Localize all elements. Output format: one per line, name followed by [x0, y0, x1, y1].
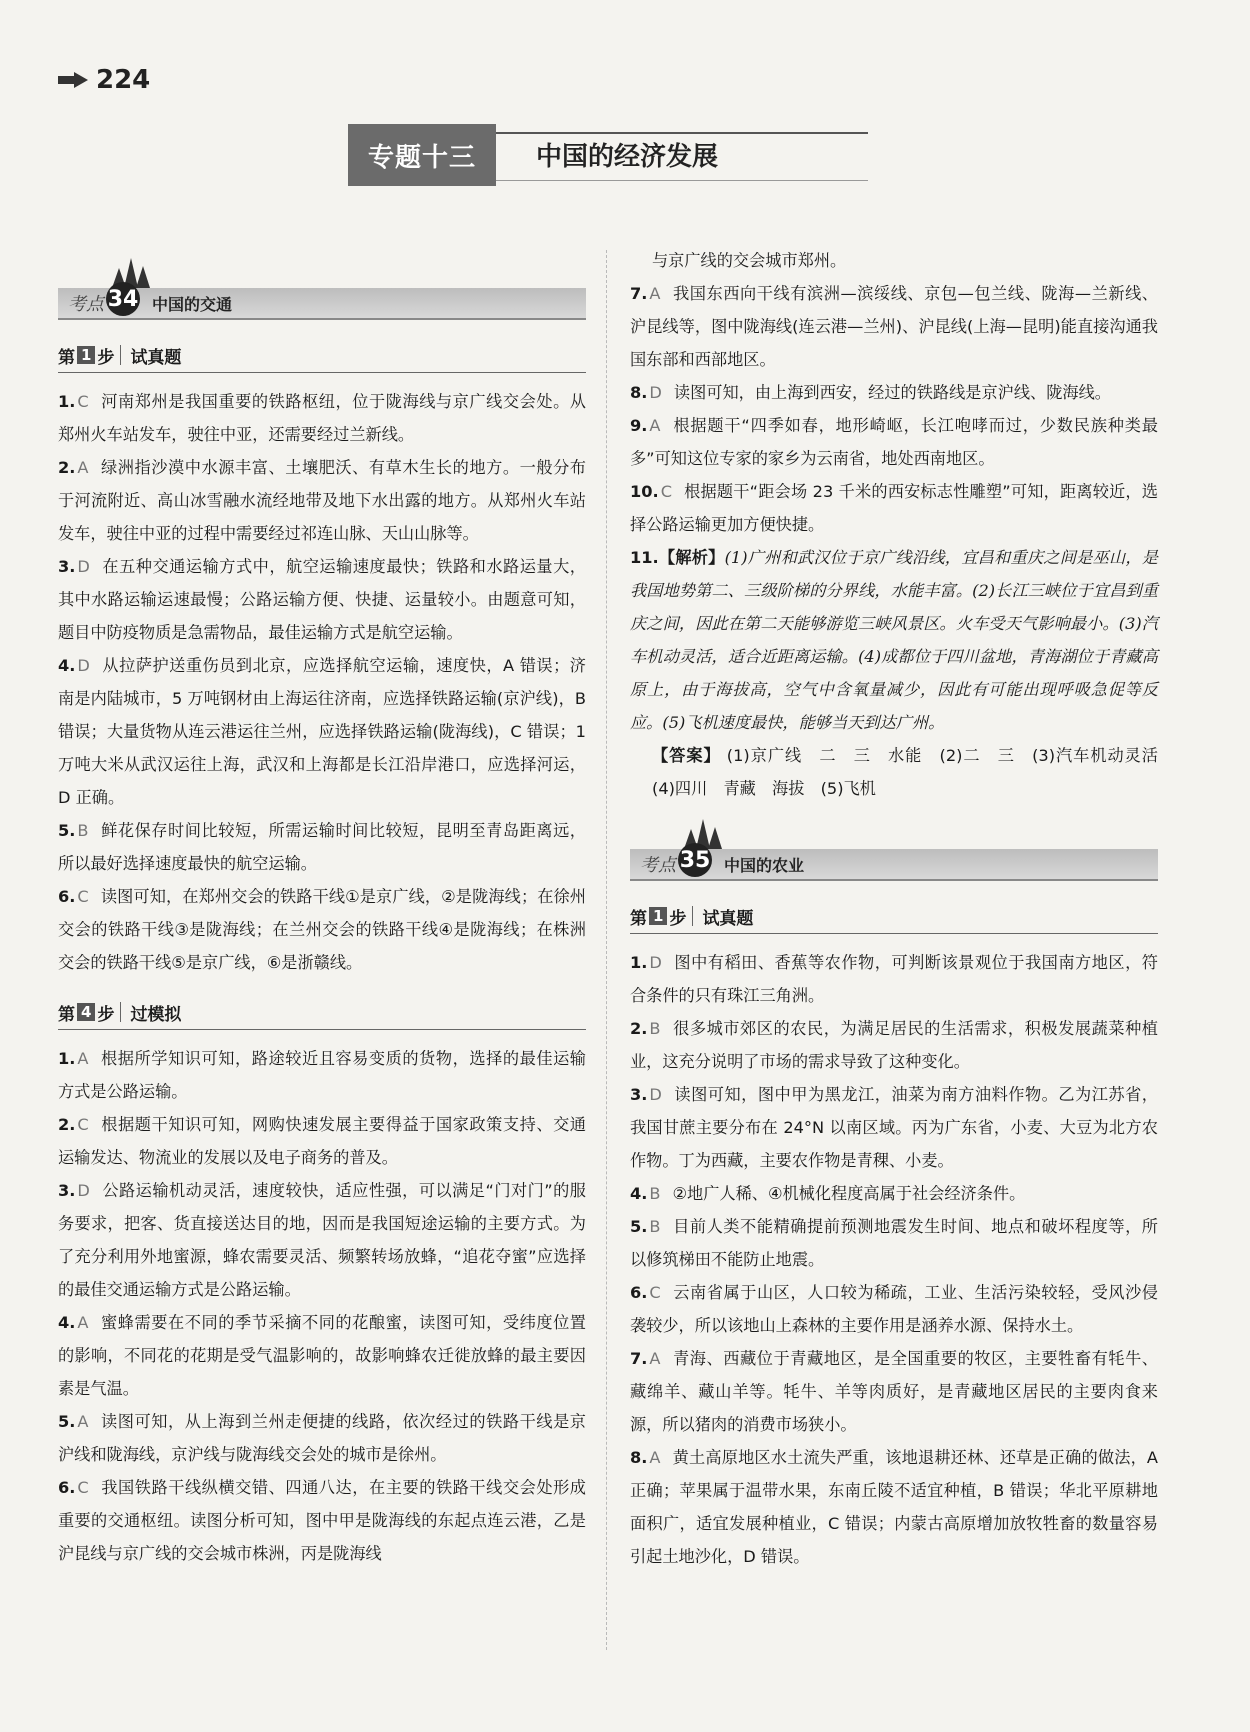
step-di: 第: [58, 347, 75, 368]
answer-item: [630, 1177, 1158, 1210]
continuation-text: 与京广线的交会城市郑州。: [652, 251, 847, 270]
answer-letter: D: [649, 1085, 662, 1104]
question-number: 3.: [630, 1085, 648, 1104]
explanation-text: 根据题干“距会场 23 千米的西安标志性雕塑”可知，距离较近，选择公路运输更加方便快捷。: [630, 482, 1158, 534]
explanation-text: 我国铁路干线纵横交错、四通八达，在主要的铁路干线交会处形成重要的交通枢纽。读图分析可知，图中甲是陇海线的东起点连云港，乙是沪昆线与京广线的交会城市株洲，丙是陇海线: [58, 1478, 586, 1563]
answer-item: [630, 1210, 1158, 1276]
explanation-text: 从拉萨护送重伤员到北京，应选择航空运输，速度快，A 错误；济南是内陆城市，5 万吨钢材由上海运往济南，应选择铁路运输(京沪线)，B 错误；大量货物从连云港运往兰州，应选择铁路运输(陇海线)，C 错误；1 万吨大米从武汉运往上海，武汉和上海都是长江沿岸港口，应选择河运，D 正确。: [58, 656, 586, 807]
explanation-text: 目前人类不能精确提前预测地震发生时间、地点和破坏程度等，所以修筑梯田不能防止地震。: [630, 1217, 1158, 1269]
answer-item: [58, 1174, 586, 1306]
question-number: 5.: [58, 1412, 76, 1431]
step-header-1: [58, 338, 586, 373]
page-number: [58, 60, 150, 100]
question-number: 10.: [630, 482, 659, 501]
explanation-text: 在五种交通运输方式中，航空运输速度最快；铁路和水路运量大，其中水路运输运速最慢；公路运输方便、快捷、运量较小。由题意可知，题目中防疫物质是急需物品，最佳运输方式是航空运输。: [58, 557, 586, 642]
answer-list: [630, 277, 1158, 541]
step-number: 1: [649, 907, 667, 925]
answer-item: [58, 649, 586, 814]
step-bu: 步: [97, 347, 115, 368]
answer-item: [630, 409, 1158, 475]
explanation-text: 黄土高原地区水土流失严重，该地退耕还林、还草是正确的做法，A 正确；苹果属于温带水果，东南丘陵不适宜种植，B 错误；华北平原耕地面积广，适宜发展种植业，C 错误；内蒙古高原增加放牧牲畜的数量容易引起土地沙化，D 错误。: [630, 1448, 1158, 1566]
question-number: 3.: [58, 557, 76, 576]
answer-letter: D: [77, 656, 90, 675]
question-number: 5.: [58, 821, 76, 840]
explanation-text: ②地广人稀、④机械化程度高属于社会经济条件。: [672, 1184, 1026, 1203]
answer-item: [58, 814, 586, 880]
section-title: 中国的农业: [724, 855, 805, 875]
answer-key-11: [630, 739, 1175, 805]
answer-letter: A: [649, 1349, 661, 1368]
step-name: 试真题: [702, 908, 754, 929]
answer-item: [58, 1405, 586, 1471]
answer-letter: D: [649, 383, 662, 402]
answer-letter: B: [77, 821, 89, 840]
question-number: 7.: [630, 284, 648, 303]
answer-list: [58, 385, 586, 979]
analysis-label: 【解析】: [658, 548, 725, 567]
section-number: 35: [678, 843, 712, 877]
answer-letter: A: [649, 416, 661, 435]
answer-item: [630, 1012, 1158, 1078]
explanation-text: 读图可知，由上海到西安，经过的铁路线是京沪线、陇海线。: [673, 383, 1111, 402]
explanation-text: 公路运输机动灵活，速度较快，适应性强，可以满足“门对门”的服务要求，把客、货直接送达目的地，因而是我国短途运输的主要方式。为了充分利用外地蜜源，蜂农需要灵活、频繁转场放蜂，“追花夺蜜”应选择的最佳交通运输方式是公路运输。: [58, 1181, 586, 1299]
question-number: 6.: [630, 1283, 648, 1302]
answer-letter: B: [649, 1217, 661, 1236]
explanation-text: 很多城市郊区的农民，为满足居民的生活需求，积极发展蔬菜种植业，这充分说明了市场的需求导致了这种变化。: [630, 1019, 1158, 1071]
explanation-text: 云南省属于山区，人口较为稀疏，工业、生活污染较轻，受风沙侵袭较少，所以该地山上森林的主要作用是涵养水源、保持水土。: [630, 1283, 1158, 1335]
answer-letter: D: [77, 557, 90, 576]
step-header-4: [58, 995, 586, 1030]
answer-item: [630, 1078, 1158, 1177]
column-divider: [606, 250, 607, 1650]
question-number: 9.: [630, 416, 648, 435]
explanation-text: 蜜蜂需要在不同的季节采摘不同的花酿蜜，读图可知，受纬度位置的影响，不同花的花期是受气温影响的，故影响蜂农迁徙放蜂的最主要因素是气温。: [58, 1313, 586, 1398]
step-di: 第: [630, 908, 647, 929]
question-number: 2.: [58, 458, 76, 477]
explanation-text: 绿洲指沙漠中水源丰富、土壤肥沃、有草木生长的地方。一般分布于河流附近、高山冰雪融水流经地带及地下水出露的地方。从郑州火车站发车，驶往中亚的过程中需要经过祁连山脉、天山山脉等。: [58, 458, 586, 543]
explanation-text: 图中有稻田、香蕉等农作物，可判断该景观位于我国南方地区，符合条件的只有珠江三角洲。: [630, 953, 1158, 1005]
answer-item: [58, 1471, 586, 1570]
answer-item: [630, 475, 1158, 541]
step-name: 过模拟: [130, 1004, 182, 1025]
explanation-text: 我国东西向干线有滨洲—滨绥线、京包—包兰线、陇海—兰新线、沪昆线等，图中陇海线(连云港—兰州)、沪昆线(上海—昆明)能直接沟通我国东部和西部地区。: [630, 284, 1158, 369]
page-number-text: 224: [96, 65, 151, 95]
answer-item: [58, 550, 586, 649]
answer-item: [630, 1441, 1158, 1573]
answer-label: 【答案】: [652, 746, 721, 765]
step-name: 试真题: [130, 347, 182, 368]
step-bu: 步: [669, 908, 687, 929]
answer-item: [58, 1306, 586, 1405]
question-number: 5.: [630, 1217, 648, 1236]
explanation-text: 根据题干知识可知，网购快速发展主要得益于国家政策支持、交通运输发达、物流业的发展以及电子商务的普及。: [58, 1115, 586, 1167]
right-column: [630, 244, 1175, 1573]
explanation-text: 青海、西藏位于青藏地区，是全国重要的牧区，主要牲畜有牦牛、藏绵羊、藏山羊等。牦牛、羊等肉质好，是青藏地区居民的主要肉食来源，所以猪肉的消费市场狭小。: [630, 1349, 1158, 1434]
section-label: 考点: [68, 294, 104, 315]
section-header-35: [630, 835, 1158, 885]
analysis-text: (1)广州和武汉位于京广线沿线，宜昌和重庆之间是巫山，是我国地势第二、三级阶梯的分界线，水能丰富。(2)长江三峡位于宜昌到重庆之间，因此在第二天能够游览三峡风景区。火车受天气影响最小。(3)汽车机动灵活，适合近距离运输。(4)成都位于四川盆地，青海湖位于青藏高原上，由于海拔高，空气中含氧量减少，因此有可能出现呼吸急促等反应。(5)飞机速度最快，能够当天到达广州。: [630, 548, 1158, 732]
answer-letter: C: [77, 1478, 89, 1497]
section-number: 34: [106, 282, 140, 316]
step-di: 第: [58, 1004, 75, 1025]
answer-letter: A: [649, 284, 661, 303]
explanation-text: 根据所学知识可知，路途较近且容易变质的货物，选择的最佳运输方式是公路运输。: [58, 1049, 586, 1101]
answer-item: [58, 451, 586, 550]
answer-item: [630, 277, 1158, 376]
answer-letter: A: [77, 458, 89, 477]
explanation-text: 鲜花保存时间比较短，所需运输时间比较短，昆明至青岛距离远，所以最好选择速度最快的航空运输。: [58, 821, 586, 873]
section-label: 考点: [640, 855, 676, 876]
answer-letter: B: [649, 1184, 661, 1203]
question-number: 8.: [630, 1448, 648, 1467]
answer-text: (1)京广线 二 三 水能 (2)二 三 (3)汽车机动灵活 (4)四川 青藏 海拔 (5)飞机: [652, 746, 1175, 798]
section-title: 中国的交通: [152, 294, 233, 314]
explanation-text: 根据题干“四季如春，地形崎岖，长江咆哮而过，少数民族种类最多”可知这位专家的家乡为云南省，地处西南地区。: [630, 416, 1158, 468]
topic-title: 中国的经济发展: [536, 142, 719, 172]
explanation-text: 读图可知，在郑州交会的铁路干线①是京广线，②是陇海线；在徐州交会的铁路干线③是陇海线；在兰州交会的铁路干线④是陇海线；在株洲交会的铁路干线⑤是京广线，⑥是浙赣线。: [58, 887, 586, 972]
question-number: 4.: [630, 1184, 648, 1203]
answer-item: [58, 1042, 586, 1108]
answer-letter: A: [649, 1448, 661, 1467]
answer-letter: C: [77, 392, 89, 411]
step-bu: 步: [97, 1004, 115, 1025]
answer-list: [630, 946, 1158, 1573]
question-number: 8.: [630, 383, 648, 402]
answer-item: [58, 880, 586, 979]
question-number: 7.: [630, 1349, 648, 1368]
question-number: 6.: [58, 887, 76, 906]
question-number: 2.: [58, 1115, 76, 1134]
question-number: 4.: [58, 1313, 76, 1332]
answer-letter: C: [660, 482, 672, 501]
step-number: 4: [77, 1003, 95, 1021]
arrow-icon: [58, 72, 88, 88]
answer-letter: D: [77, 1181, 90, 1200]
answer-letter: A: [77, 1412, 89, 1431]
answer-letter: C: [77, 887, 89, 906]
answer-item: [630, 1276, 1158, 1342]
question-number: 1.: [630, 953, 648, 972]
answer-item-11: 11.【解析】(1)广州和武汉位于京广线沿线，宜昌和重庆之间是巫山，是我国地势第二、三级阶梯的分界线，水能丰富。(2)长江三峡位于宜昌到重庆之间，因此在第二天能够游览三峡风景区。火车受天气影响最小。(3)汽车机动灵活，适合近距离运输。(4)成都位于四川盆地，青海湖位于青藏高原上，由于海拔高，空气中含氧量减少，因此有可能出现呼吸急促等反应。(5)飞机速度最快，能够当天到达广州。: [630, 548, 1158, 732]
answer-item: [630, 376, 1158, 409]
answer-letter: C: [649, 1283, 661, 1302]
answer-letter: A: [77, 1049, 89, 1068]
step-header-1: [630, 899, 1158, 934]
explanation-text: 读图可知，图中甲为黑龙江，油菜为南方油料作物。乙为江苏省，我国甘蔗主要分布在 24°N 以南区域。丙为广东省，小麦、大豆为北方农作物。丁为西藏，主要农作物是青稞、小麦。: [630, 1085, 1158, 1170]
section-header-34: [58, 274, 586, 324]
answer-list: [58, 1042, 586, 1570]
answer-item: [630, 1342, 1158, 1441]
step-number: 1: [77, 346, 95, 364]
explanation-text: 河南郑州是我国重要的铁路枢纽，位于陇海线与京广线交会处。从郑州火车站发车，驶往中亚，还需要经过兰新线。: [58, 392, 586, 444]
answer-letter: A: [77, 1313, 89, 1332]
question-number: 1.: [58, 1049, 76, 1068]
answer-letter: D: [649, 953, 662, 972]
left-column: [58, 248, 586, 1570]
answer-letter: B: [649, 1019, 661, 1038]
answer-letter: C: [77, 1115, 89, 1134]
answer-item: [58, 385, 586, 451]
question-number: 1.: [58, 392, 76, 411]
explanation-text: 读图可知，从上海到兰州走便捷的线路，依次经过的铁路干线是京沪线和陇海线，京沪线与陇海线交会处的城市是徐州。: [58, 1412, 586, 1464]
topic-header: [348, 124, 868, 186]
question-number: 6.: [58, 1478, 76, 1497]
topic-tag: 专题十三: [348, 124, 496, 186]
answer-item: [630, 946, 1158, 1012]
question-number: 3.: [58, 1181, 76, 1200]
question-number: 2.: [630, 1019, 648, 1038]
question-number: 4.: [58, 656, 76, 675]
answer-item: [58, 1108, 586, 1174]
